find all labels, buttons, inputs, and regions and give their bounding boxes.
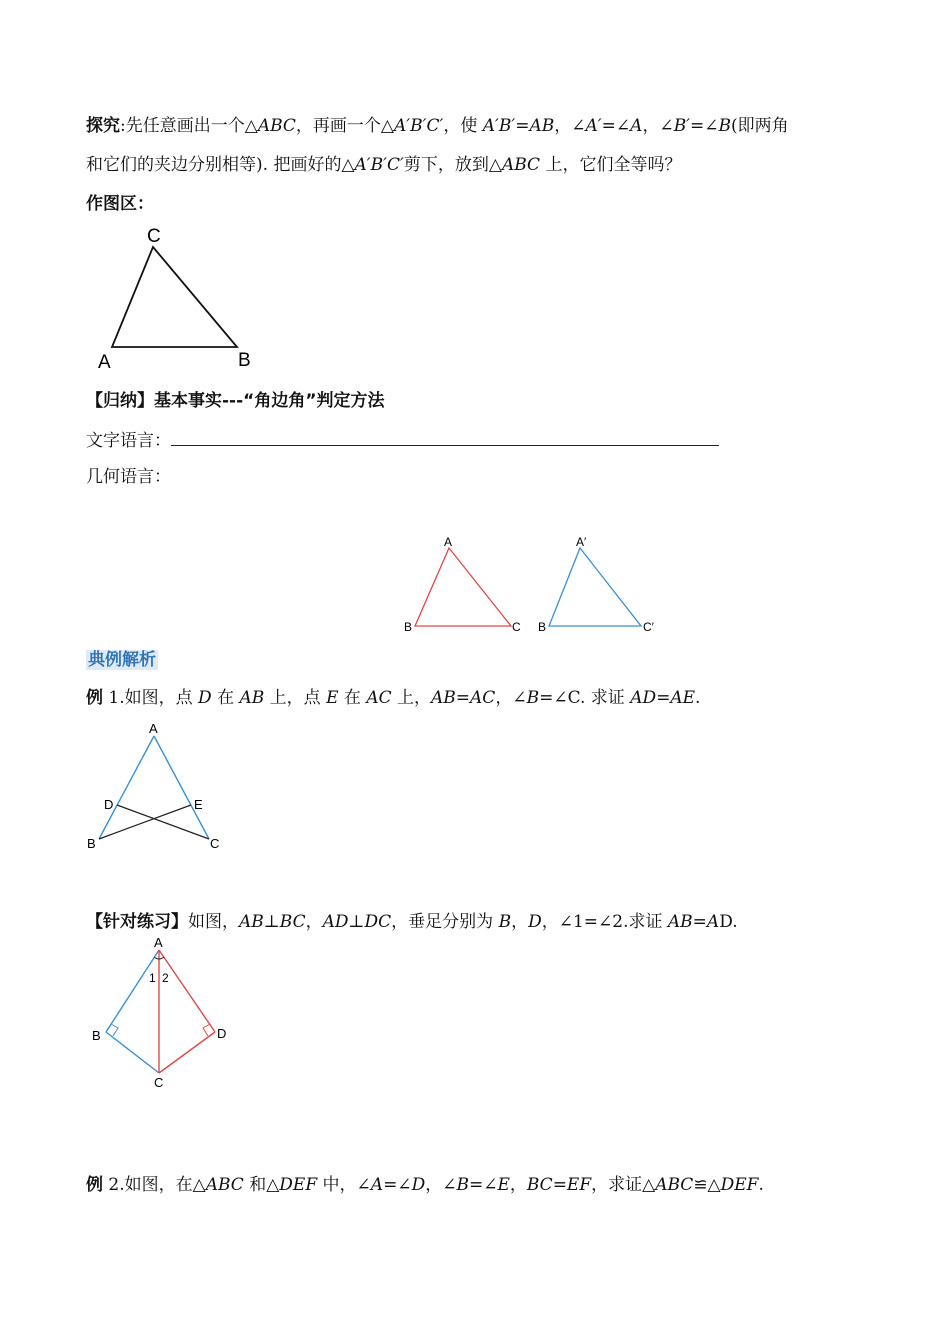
blue-label-c-prime: C′ bbox=[643, 620, 654, 634]
fig4-label-2: 2 bbox=[162, 971, 169, 985]
vertex-label-a: A bbox=[98, 352, 111, 373]
side-ab bbox=[99, 736, 154, 839]
red-label-c: C bbox=[512, 620, 521, 634]
fig4-label-d: D bbox=[217, 1026, 227, 1041]
triangle-abc-red bbox=[415, 548, 511, 626]
red-label-b: B bbox=[404, 620, 413, 634]
side-ab-blue bbox=[106, 950, 159, 1032]
text-language-blank[interactable] bbox=[171, 427, 719, 446]
explore-line-1: 探究:先任意画出一个△ABC，再画一个△A′B′C′，使 A′B′=AB，∠A′=∠A，∠B′=∠B(即两角 bbox=[86, 116, 789, 136]
figure-practice bbox=[85, 930, 245, 1095]
fig3-label-a: A bbox=[149, 721, 158, 736]
example-1-text: 例 1.如图，点 D 在 AB 上，点 E 在 AC 上，AB=AC，∠B=∠C. 求证 AD=AE. bbox=[86, 688, 701, 708]
side-bc-blue bbox=[106, 1032, 159, 1073]
vertex-label-b: B bbox=[238, 350, 251, 371]
figure-example-1 bbox=[82, 718, 232, 858]
figure-triangle-abc bbox=[90, 220, 280, 375]
explore-label: 探究 bbox=[86, 116, 120, 136]
fig3-label-d: D bbox=[104, 797, 114, 812]
triangle-abc bbox=[112, 247, 237, 347]
geometry-language-label: 几何语言： bbox=[86, 467, 171, 487]
blue-label-b: B bbox=[538, 620, 547, 634]
triangle-prime-blue bbox=[549, 548, 641, 626]
text-language-line: 文字语言： bbox=[86, 427, 719, 453]
fig3-label-b: B bbox=[87, 836, 96, 851]
side-ad-red bbox=[159, 950, 215, 1032]
right-angle-b bbox=[111, 1024, 118, 1036]
fig4-label-c: C bbox=[154, 1075, 164, 1090]
examples-heading: 典例解析 bbox=[88, 650, 156, 670]
fig4-label-1: 1 bbox=[149, 971, 156, 985]
side-dc-red bbox=[159, 1032, 215, 1073]
fig4-label-a: A bbox=[154, 935, 163, 950]
vertex-label-c: C bbox=[147, 226, 161, 247]
drawing-area-label: 作图区： bbox=[86, 194, 154, 214]
blue-label-a-prime: A′ bbox=[576, 535, 587, 549]
explore-line-2: 和它们的夹边分别相等). 把画好的△A′B′C′剪下，放到△ABC 上，它们全等吗？ bbox=[86, 155, 682, 175]
side-ac bbox=[154, 736, 209, 839]
example-2-text: 例 2.如图，在△ABC 和△DEF 中，∠A=∠D，∠B=∠E，BC=EF，求证△ABC≌△DEF. bbox=[86, 1175, 764, 1195]
right-angle-d bbox=[203, 1024, 210, 1036]
practice-text: 【针对练习】如图，AB⊥BC，AD⊥DC，垂足分别为 B，D，∠1=∠2.求证 AB=AD. bbox=[86, 912, 738, 932]
fig4-label-b: B bbox=[92, 1028, 101, 1043]
summary-title: 【归纳】基本事实---“角边角”判定方法 bbox=[86, 391, 385, 411]
red-label-a: A bbox=[444, 535, 453, 549]
figure-two-triangles bbox=[398, 530, 668, 640]
fig3-label-e: E bbox=[194, 797, 203, 812]
fig3-label-c: C bbox=[210, 836, 220, 851]
